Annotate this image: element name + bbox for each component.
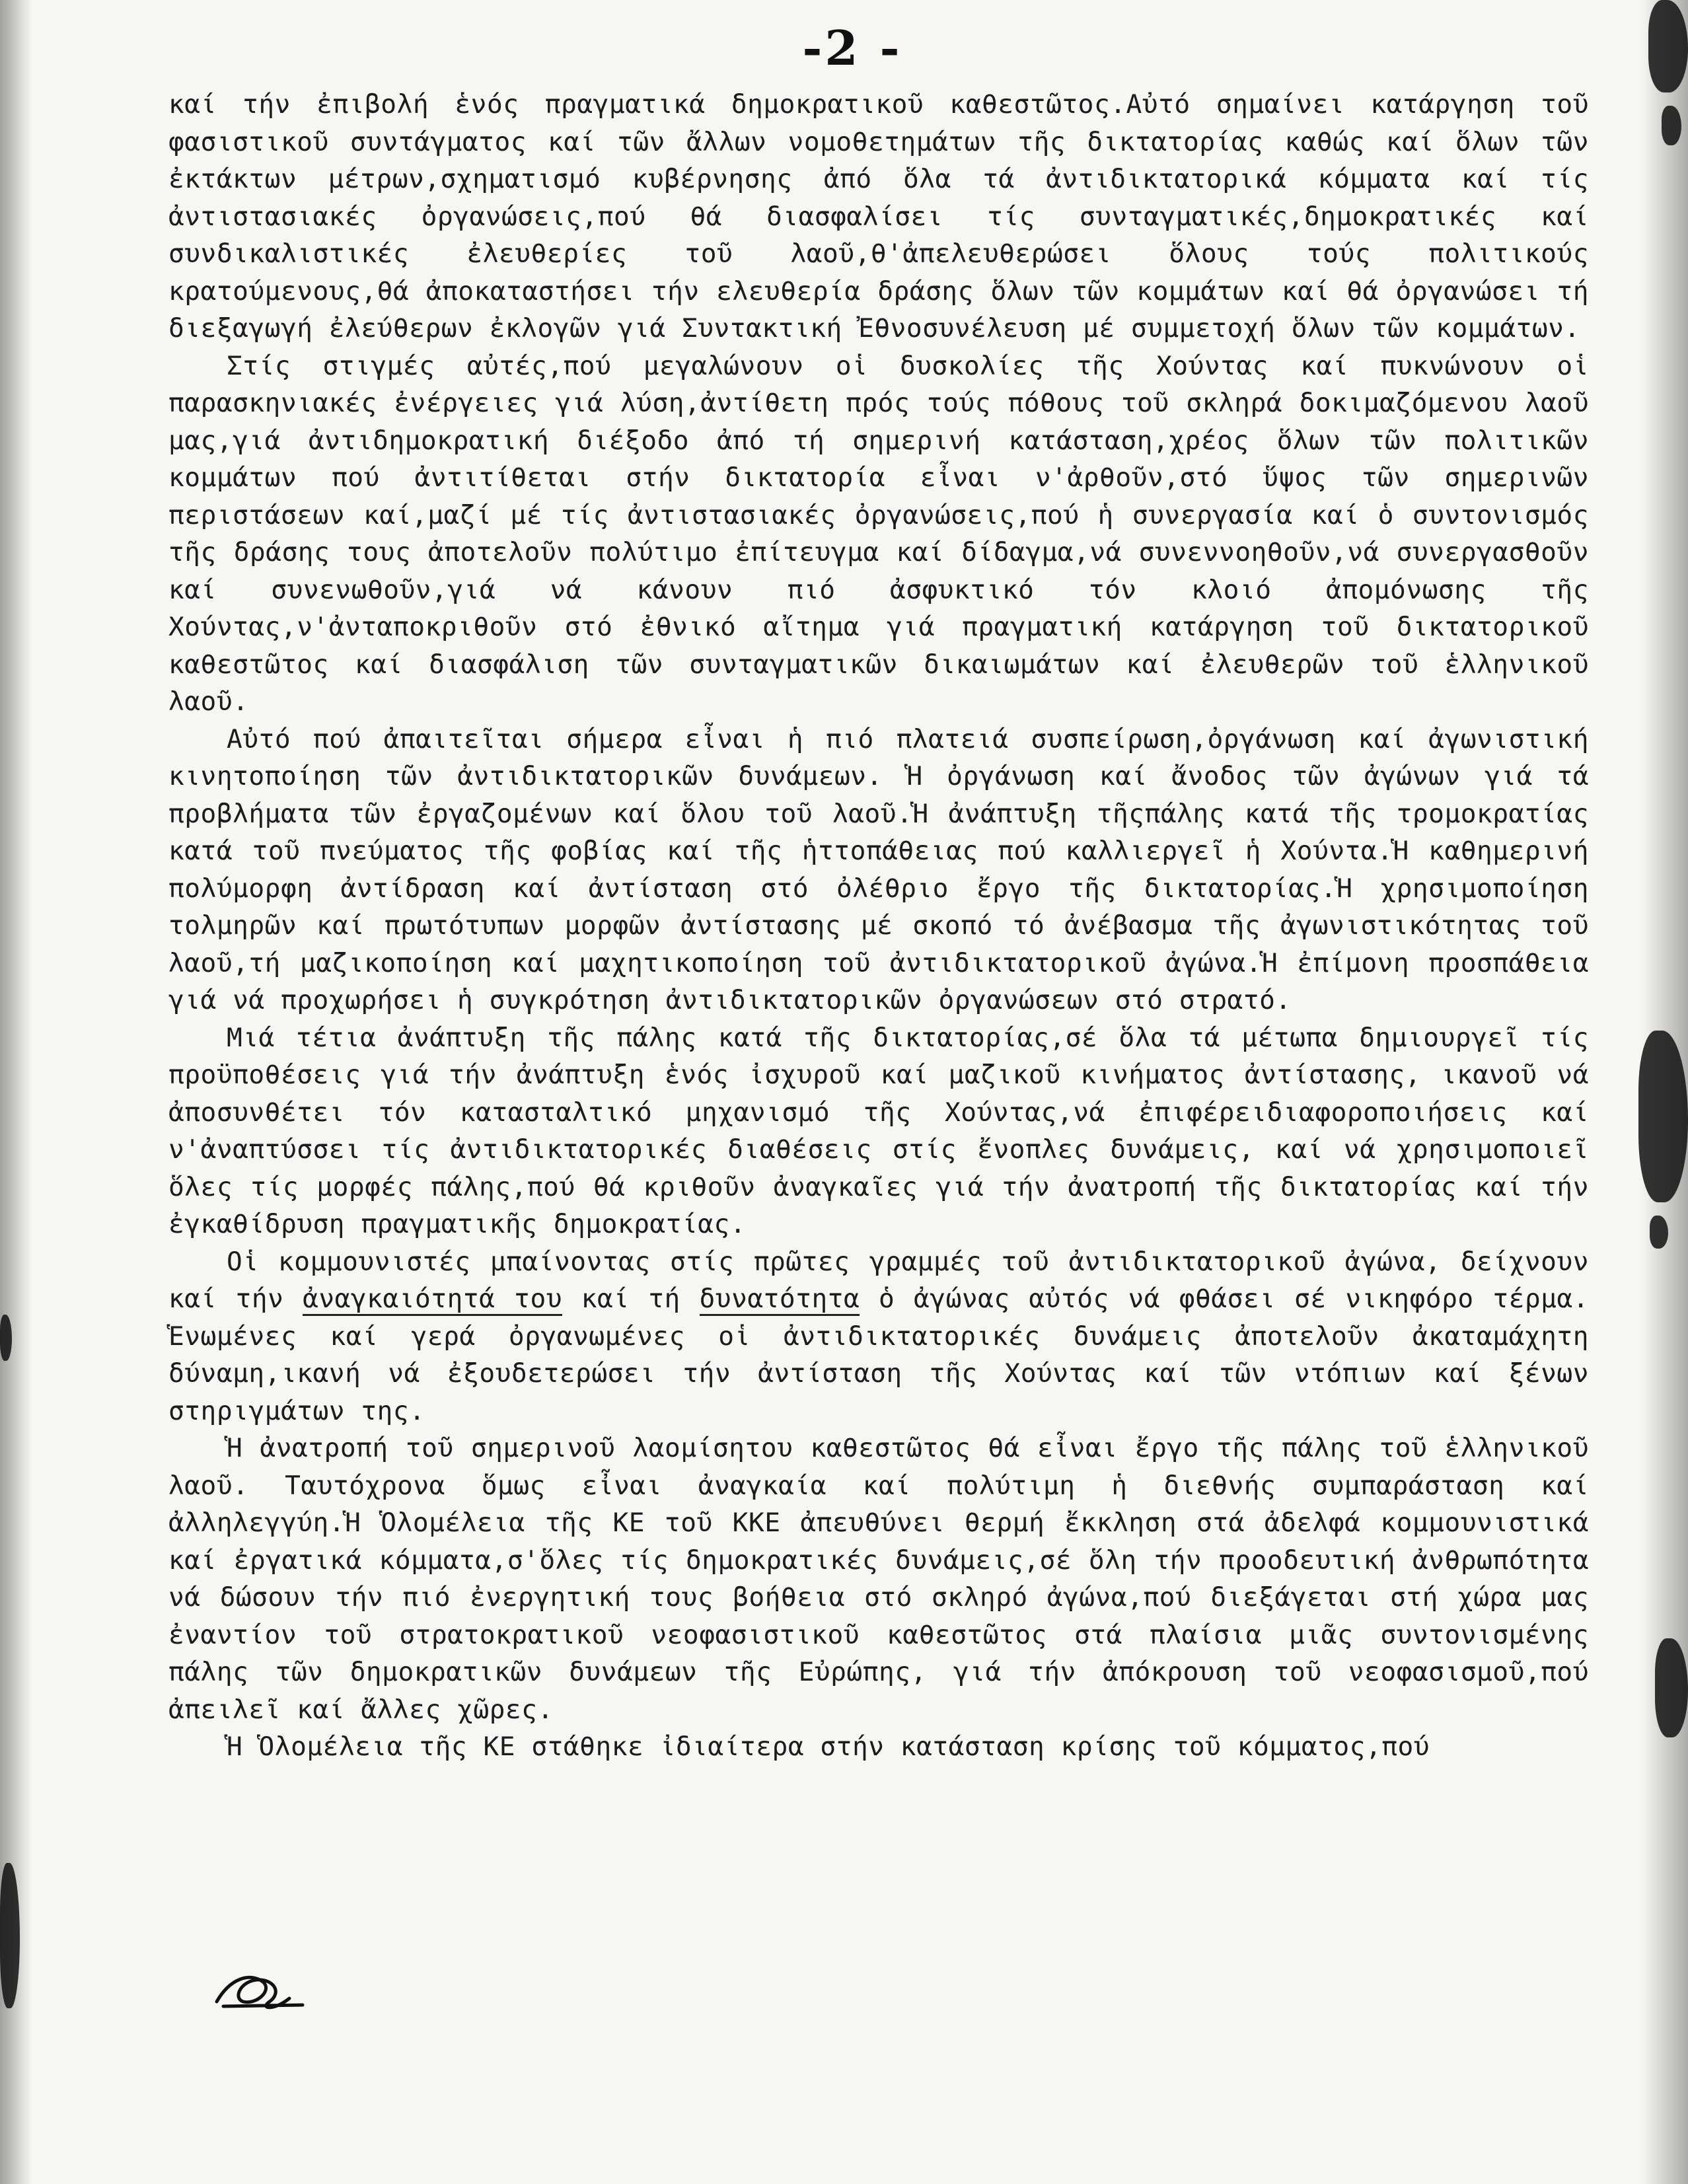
document-body bbox=[168, 86, 1589, 1766]
text-run: Οἱ κομμουνιστές μπαίνοντας στίς πρῶτες γραμμές τοῦ ἀντιδικτατορικοῦ ἀγώνα, δείχνουν καί τήν bbox=[168, 1246, 1589, 1314]
paragraph bbox=[168, 1243, 1589, 1430]
scan-blot bbox=[1662, 106, 1681, 145]
text-run: καί τήν ἐπιβολή ἑνός πραγματικά δημοκρατικοῦ καθεστῶτος.Αὐτό σημαίνει κατάργηση τοῦ φασιστικοῦ συντάγματος καί τῶν ἄλλων νομοθετημάτων τῆς δικτατορίας καθώς καί ὅλων τῶν ἐκτάκτων μέτρων,σχηματισμό κυβέρνησης ἀπό ὅλα τά ἀντιδικτατορικά κόμματα καί τίς ἀντιστασιακές ὀργανώσεις,πού θά διασφαλίσει τίς συνταγματικές,δημοκρατικές καί συνδικαλιστικές ἐλευθερίες τοῦ λαοῦ,θ'ἀπελευθερώσει ὅλους τούς πολιτικούς κρατούμενους,θά ἀποκαταστήσει τήν ελευθερία δράσης ὅλων τῶν κομμάτων καί θά ὀργανώσει τή διεξαγωγή ἐλεύθερων ἐκλογῶν γιά Συντακτική Ἐθνοσυνέλευση μέ συμμετοχή ὅλων τῶν κομμάτων. bbox=[168, 89, 1589, 344]
paragraph bbox=[168, 1728, 1589, 1766]
paragraph bbox=[168, 86, 1589, 347]
scan-blot bbox=[1650, 1216, 1668, 1249]
text-run: Στίς στιγμές αὐτές,πού μεγαλώνουν οἱ δυσκολίες τῆς Χούντας καί πυκνώνουν οἱ παρασκηνιακές ἐνέργειες γιά λύση,ἀντίθετη πρός τούς πόθους τοῦ σκληρά δοκιμαζόμενου λαοῦ μας,γιά ἀντιδημοκρατική διέξοδο ἀπό τή σημερινή κατάσταση,χρέος ὅλων τῶν πολιτικῶν κομμάτων πού ἀντιτίθεται στήν δικτατορία εἶναι ν'ἀρθοῦν,στό ὕψος τῶν σημερινῶν περιστάσεων καί,μαζί μέ τίς ἀντιστασιακές ὀργανώσεις,πού ἡ συνεργασία καί ὁ συντονισμός τῆς δράσης τους ἀποτελοῦν πολύτιμο ἐπίτευγμα καί δίδαγμα,νά συνεννοηθοῦν,νά συνεργασθοῦν καί συνενωθοῦν,γιά νά κάνουν πιό ἀσφυκτικό τόν κλοιό ἀπομόνωσης τῆς Χούντας,ν'ἀνταποκριθοῦν στό ἐθνικό αἴτημα γιά πραγματική κατάργηση τοῦ δικτατορικοῦ καθεστῶτος καί διασφάλιση τῶν συνταγματικῶν δικαιωμάτων καί ἐλευθερῶν τοῦ ἑλληνικοῦ λαοῦ. bbox=[168, 350, 1589, 717]
signature-initials bbox=[210, 1965, 309, 2018]
page-number: -2 - bbox=[802, 20, 902, 76]
paragraph bbox=[168, 721, 1589, 1019]
paragraph bbox=[168, 1019, 1589, 1243]
paragraph bbox=[168, 347, 1589, 721]
text-run: καί τή bbox=[562, 1284, 700, 1314]
paragraph bbox=[168, 1430, 1589, 1728]
scan-edge-shadow-left bbox=[0, 0, 32, 2184]
text-run: ὁ ἀγώνας αὐτός νά φθάσει σέ νικηφόρο τέρμα. Ἑνωμένες καί γερά ὀργανωμένες οἱ ἀντιδικτατορικές δυνάμεις ἀποτελοῦν ἀκαταμάχητη δύναμη,ικανή νά ἐξουδετερώσει τήν ἀντίσταση τῆς Χούντας καί τῶν ντόπιων καί ξένων στηριγμάτων της. bbox=[168, 1284, 1590, 1426]
scan-blot bbox=[0, 1315, 12, 1361]
underlined-phrase: δυνατότητα bbox=[700, 1284, 860, 1316]
text-run: Ἡ Ὁλομέλεια τῆς ΚΕ στάθηκε ἰδιαίτερα στήν κατάσταση κρίσης τοῦ κόμματος,πού bbox=[227, 1731, 1430, 1762]
scan-blot bbox=[1648, 0, 1688, 92]
text-run: Ἡ ἀνατροπή τοῦ σημερινοῦ λαομίσητου καθεστῶτος θά εἶναι ἔργο τῆς πάλης τοῦ ἑλληνικοῦ λαοῦ. Ταυτόχρονα ὅμως εἶναι ἀναγκαία καί πολύτιμη ἡ διεθνής συμπαράσταση καί ἀλληλεγγύη.Ἡ Ὁλομέλεια τῆς ΚΕ τοῦ ΚΚΕ ἀπευθύνει θερμή ἔκκληση στά ἀδελφά κομμουνιστικά καί ἐργατικά κόμματα,σ'ὅλες τίς δημοκρατικές δυνάμεις,σέ ὅλη τήν προοδευτική ἀνθρωπότητα νά δώσουν τήν πιό ἐνεργητική τους βοήθεια στό σκληρό ἀγώνα,πού διεξάγεται στή χώρα μας ἐναντίον τοῦ στρατοκρατικοῦ νεοφασιστικοῦ καθεστῶτος στά πλαίσια μιᾶς συντονισμένης πάλης τῶν δημοκρατικῶν δυνάμεων τῆς Εὐρώπης, γιά τήν ἀπόκρουση τοῦ νεοφασισμοῦ,πού ἀπειλεῖ καί ἄλλες χῶρες. bbox=[168, 1433, 1589, 1725]
scan-blot bbox=[1655, 1638, 1688, 1737]
text-run: Αὐτό πού ἀπαιτεῖται σήμερα εἶναι ἡ πιό πλατειά συσπείρωση,ὀργάνωση καί ἀγωνιστική κινητοποίηση τῶν ἀντιδικτατορικῶν δυνάμεων. Ἡ ὀργάνωση καί ἄνοδος τῶν ἀγώνων γιά τά προβλήματα τῶν ἐργαζομένων καί ὅλου τοῦ λαοῦ.Ἡ ἀνάπτυξη τῆςπάλης κατά τῆς τρομοκρατίας κατά τοῦ πνεύματος τῆς φοβίας καί τῆς ἡττοπάθειας πού καλλιεργεῖ ἡ Χούντα.Ἡ καθημερινή πολύμορφη ἀντίδραση καί ἀντίσταση στό ὀλέθριο ἔργο τῆς δικτατορίας.Ἡ χρησιμοποίηση τολμηρῶν καί πρωτότυπων μορφῶν ἀντίστασης μέ σκοπό τό ἀνέβασμα τῆς ἀγωνιστικότητας τοῦ λαοῦ,τή μαζικοποίηση καί μαχητικοποίηση τοῦ ἀντιδικτατορικοῦ ἀγώνα.Ἡ ἐπίμονη προσπάθεια γιά νά προχωρήσει ἡ συγκρότηση ἀντιδικτατορικῶν ὀργανώσεων στό στρατό. bbox=[168, 723, 1589, 1015]
text-run: Μιά τέτια ἀνάπτυξη τῆς πάλης κατά τῆς δικτατορίας,σέ ὅλα τά μέτωπα δημιουργεῖ τίς προϋποθέσεις γιά τήν ἀνάπτυξη ἑνός ἰσχυροῦ καί μαζικοῦ κινήματος ἀντίστασης, ικανοῦ νά ἀποσυνθέτει τόν κατασταλτικό μηχανισμό τῆς Χούντας,νά ἐπιφέρειδιαφοροποιήσεις καί ν'ἀναπτύσσει τίς ἀντιδικτατορικές διαθέσεις στίς ἔνοπλες δυνάμεις, καί νά χρησιμοποιεῖ ὅλες τίς μορφές πάλης,πού θά κριθοῦν ἀναγκαῖες γιά τήν ἀνατροπή τῆς δικτατορίας καί τήν ἐγκαθίδρυση πραγματικῆς δημοκρατίας. bbox=[168, 1022, 1589, 1239]
underlined-phrase: ἀναγκαιότητά του bbox=[303, 1284, 562, 1316]
